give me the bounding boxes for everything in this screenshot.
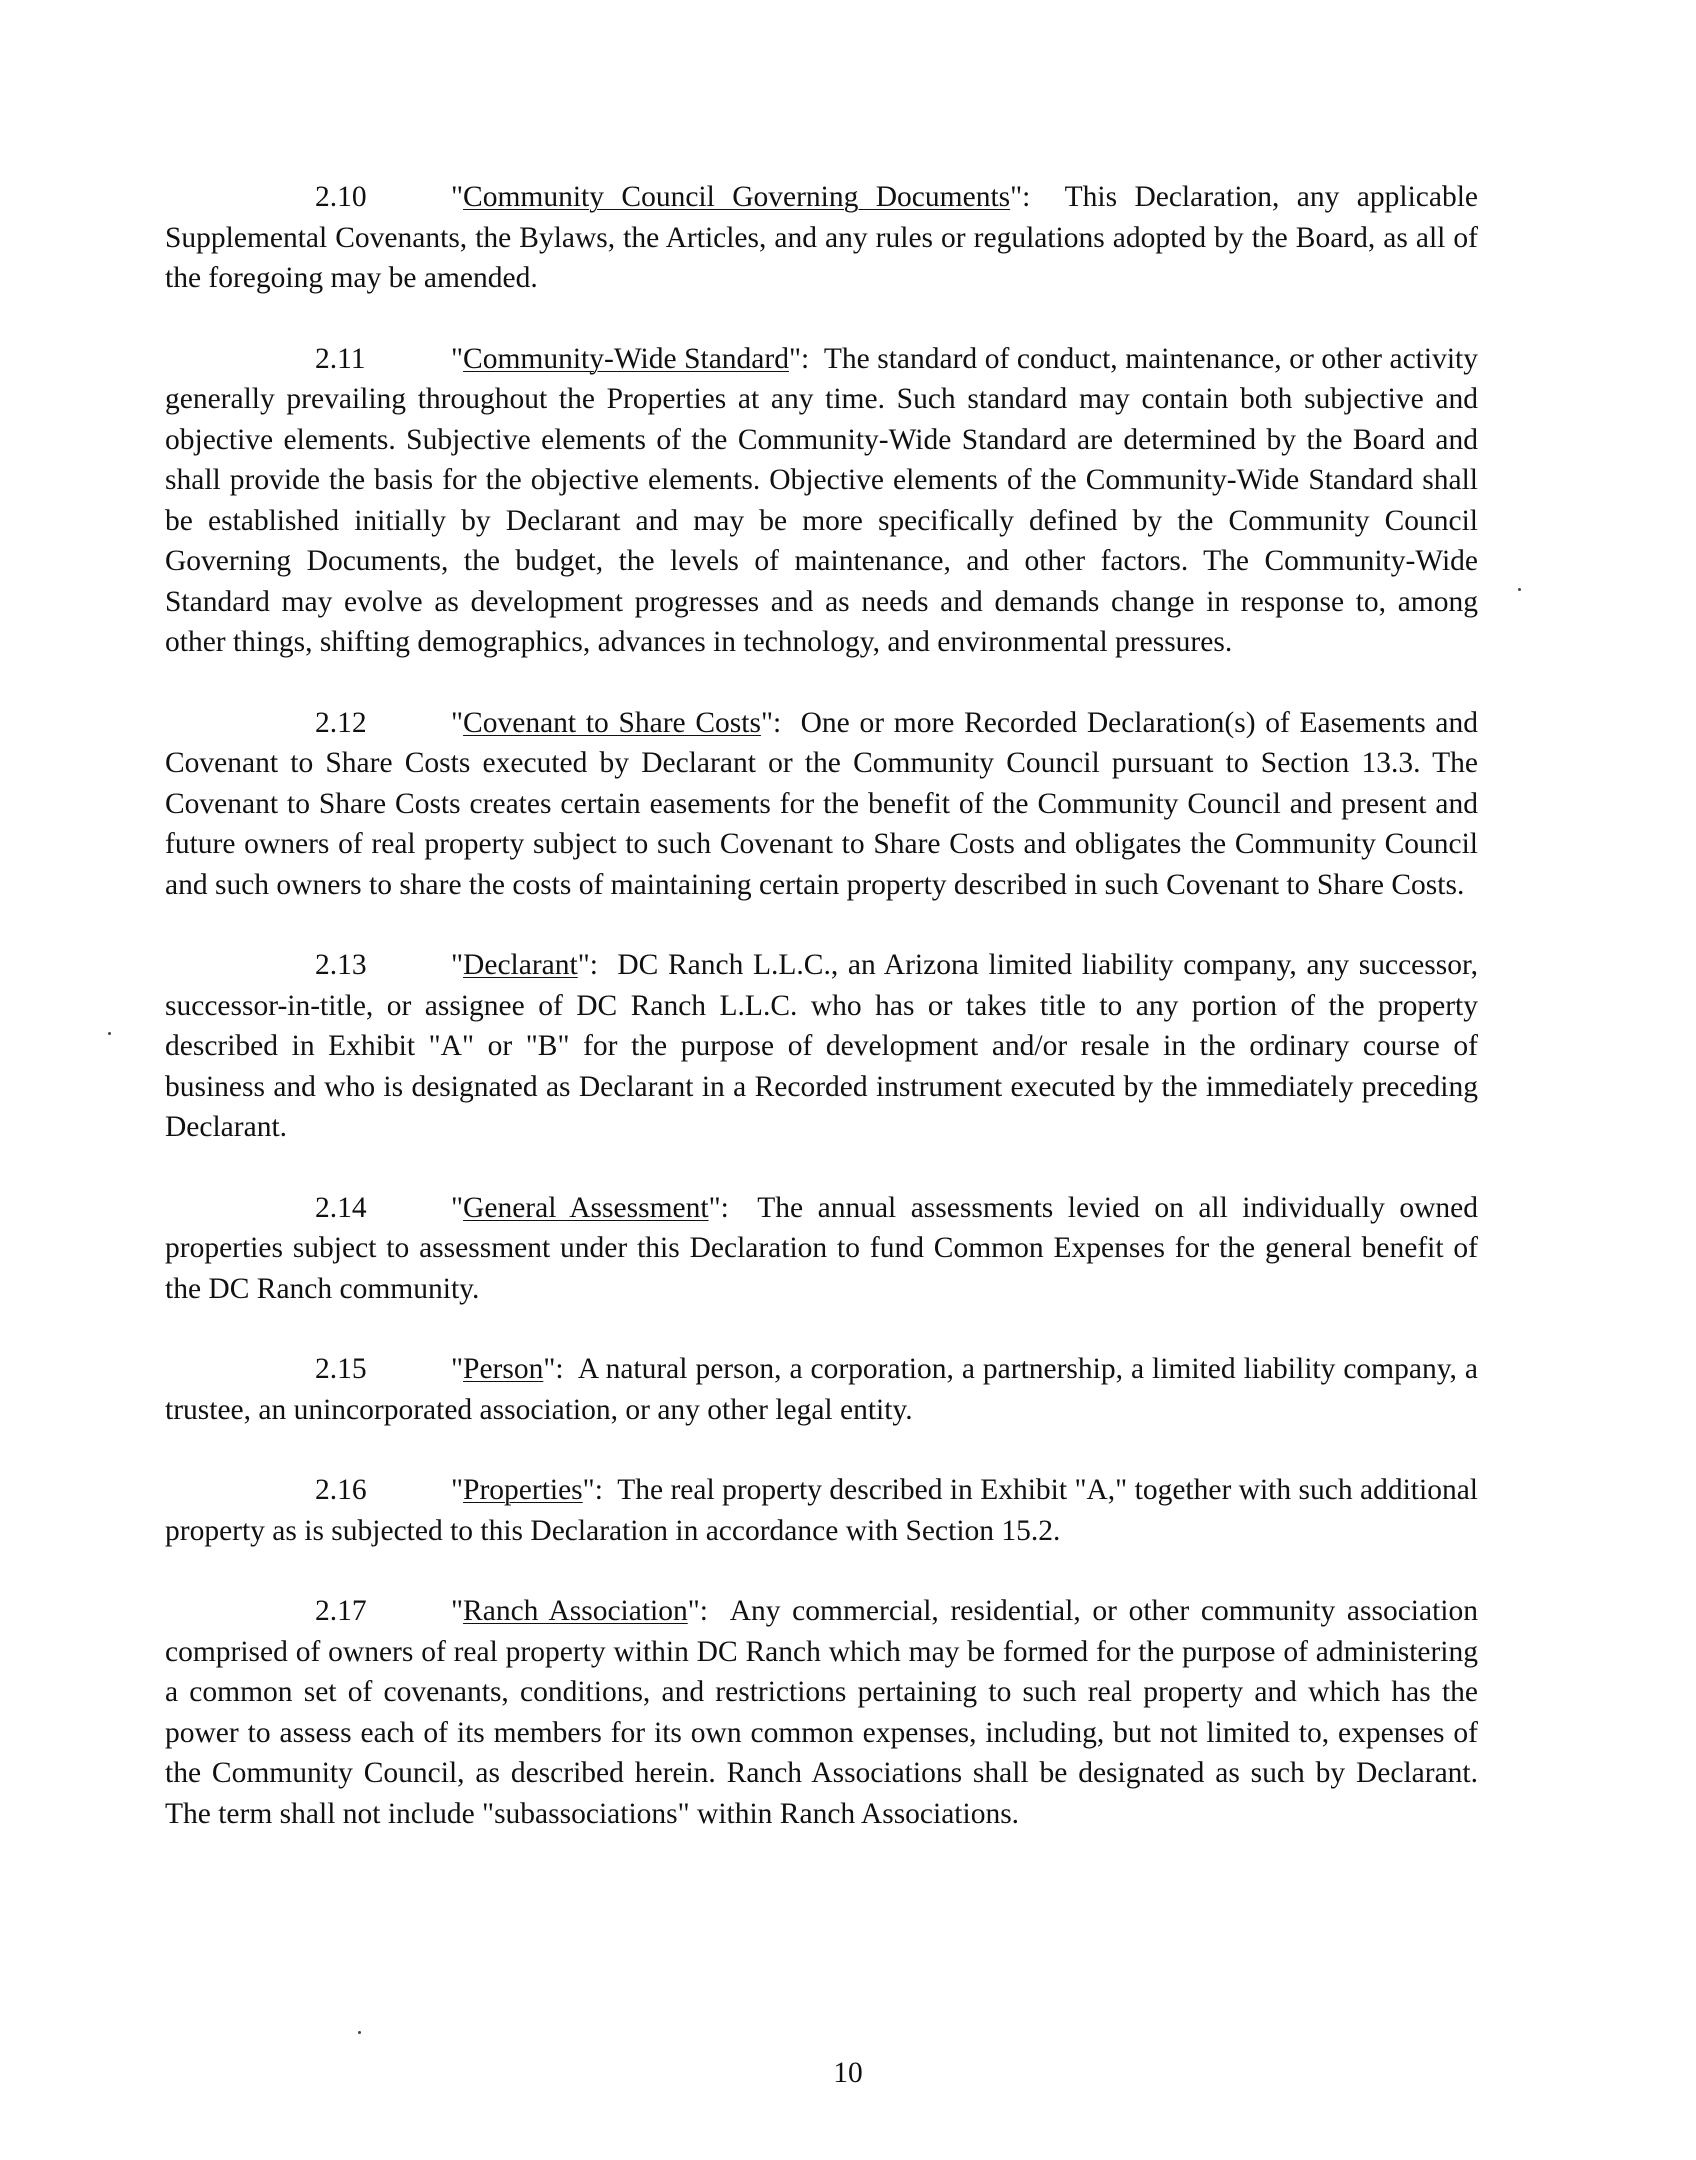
definition-text: This Declaration, any applicable Supplemental Covenants, the Bylaws, the Articles, and any rules or regulations adopted by the Board, as all of the foregoing may be amended. xyxy=(165,181,1478,294)
section-number: 2.13 xyxy=(315,949,367,981)
scan-speck xyxy=(1518,588,1521,591)
defined-term: Declarant xyxy=(463,949,578,981)
defined-term: Properties xyxy=(463,1474,583,1506)
section-number: 2.10 xyxy=(315,181,367,213)
page-number: 10 xyxy=(833,2057,863,2089)
definition-text: The standard of conduct, maintenance, or other activity generally prevailing throughout the Properties at any time. Such standard may contain both subjective and objective elements. Subjective elements of the Community-Wide Standard are determined by the Board and shall provide the basis for the objective elements. Objective elements of the Community-Wide Standard shall be established initially by Declarant and may be more specifically defined by the Community Council Governing Documents, the budget, the levels of maintenance, and other factors. The Community-Wide Standard may evolve as development progresses and as needs and demands change in response to, among other things, shifting demographics, advances in technology, and environmental pressures. xyxy=(165,342,1478,658)
section-number: 2.12 xyxy=(315,706,367,739)
definition-2-12: 2.12 "Covenant to Share Costs": One or more Recorded Declaration(s) of Easements and Covenant to Share Costs executed by Declarant or the Community Council pursuant to Section 13.3. The Covenant to Share Costs creates certain easements for the benefit of the Community Council and present and future owners of real property subject to such Covenant to Share Costs and obligates the Community Council and such owners to share the costs of maintaining certain property described in such Covenant to Share Costs. xyxy=(165,703,1478,906)
scan-speck xyxy=(108,1032,111,1035)
section-number: 2.14 xyxy=(315,1191,367,1224)
definition-2-15: 2.15 "Person": A natural person, a corporation, a partnership, a limited liability company, a trustee, an unincorporated association, or any other legal entity. xyxy=(165,1349,1478,1430)
definition-2-11: 2.11 "Community-Wide Standard": The standard of conduct, maintenance, or other activity generally prevailing throughout the Properties at any time. Such standard may contain both subjective and objective elements. Subjective elements of the Community-Wide Standard are determined by the Board and shall provide the basis for the objective elements. Objective elements of the Community-Wide Standard shall be established initially by Declarant and may be more specifically defined by the Community Council Governing Documents, the budget, the levels of maintenance, and other factors. The Community-Wide Standard may evolve as development progresses and as needs and demands change in response to, among other things, shifting demographics, advances in technology, and environmental pressures. xyxy=(165,339,1478,663)
definition-text: The annual assessments levied on all individually owned properties subject to assessment under this Declaration to fund Common Expenses for the general benefit of the DC Ranch community. xyxy=(165,1191,1478,1305)
scan-speck xyxy=(358,2031,361,2034)
definition-2-10: 2.10 "Community Council Governing Documents": This Declaration, any applicable Supplemental Covenants, the Bylaws, the Articles, and any rules or regulations adopted by the Board, as all of the foregoing may be amended. xyxy=(165,177,1478,299)
defined-term: Ranch Association xyxy=(463,1595,688,1627)
defined-term: Covenant to Share Costs xyxy=(463,706,761,739)
section-number: 2.11 xyxy=(315,342,366,375)
section-number: 2.17 xyxy=(315,1595,367,1627)
definition-2-13: 2.13 "Declarant": DC Ranch L.L.C., an Arizona limited liability company, any successor, successor-in-title, or assignee of DC Ranch L.L.C. who has or takes title to any portion of the property described in Exhibit "A" or "B" for the purpose of development and/or resale in the ordinary course of business and who is designated as Declarant in a Recorded instrument executed by the immediately preceding Declarant. xyxy=(165,945,1478,1148)
definitions-list xyxy=(165,177,1478,1874)
defined-term: General Assessment xyxy=(463,1191,709,1224)
definition-text: Any commercial, residential, or other community association comprised of owners of real property within DC Ranch which may be formed for the purpose of administering a common set of covenants, conditions, and restrictions pertaining to such real property and which has the power to assess each of its members for its own common expenses, including, but not limited to, expenses of the Community Council, as described herein. Ranch Associations shall be designated as such by Declarant. The term shall not include "subassociations" within Ranch Associations. xyxy=(165,1595,1478,1830)
section-number: 2.16 xyxy=(315,1474,367,1506)
definition-2-14: 2.14 "General Assessment": The annual assessments levied on all individually owned properties subject to assessment under this Declaration to fund Common Expenses for the general benefit of the DC Ranch community. xyxy=(165,1188,1478,1310)
definition-2-16: 2.16 "Properties": The real property described in Exhibit "A," together with such additional property as is subjected to this Declaration in accordance with Section 15.2. xyxy=(165,1470,1478,1551)
definition-text: A natural person, a corporation, a partnership, a limited liability company, a trustee, an unincorporated association, or any other legal entity. xyxy=(165,1353,1478,1426)
section-number: 2.15 xyxy=(315,1353,367,1385)
definition-text: The real property described in Exhibit "A," together with such additional property as is subjected to this Declaration in accordance with Section 15.2. xyxy=(165,1474,1478,1547)
definition-text: DC Ranch L.L.C., an Arizona limited liability company, any successor, successor-in-title, or assignee of DC Ranch L.L.C. who has or takes title to any portion of the property described in Exhibit "A" or "B" for the purpose of development and/or resale in the ordinary course of business and who is designated as Declarant in a Recorded instrument executed by the immediately preceding Declarant. xyxy=(165,949,1478,1143)
defined-term: Community Council Governing Documents xyxy=(463,181,1011,213)
defined-term: Person xyxy=(463,1353,544,1385)
defined-term: Community-Wide Standard xyxy=(463,342,789,375)
definition-text: One or more Recorded Declaration(s) of Easements and Covenant to Share Costs executed by Declarant or the Community Council pursuant to Section 13.3. The Covenant to Share Costs creates certain easements for the benefit of the Community Council and present and future owners of real property subject to such Covenant to Share Costs and obligates the Community Council and such owners to share the costs of maintaining certain property described in such Covenant to Share Costs. xyxy=(165,706,1478,901)
definition-2-17: 2.17 "Ranch Association": Any commercial, residential, or other community association comprised of owners of real property within DC Ranch which may be formed for the purpose of administering a common set of covenants, conditions, and restrictions pertaining to such real property and which has the power to assess each of its members for its own common expenses, including, but not limited to, expenses of the Community Council, as described herein. Ranch Associations shall be designated as such by Declarant. The term shall not include "subassociations" within Ranch Associations. xyxy=(165,1591,1478,1834)
